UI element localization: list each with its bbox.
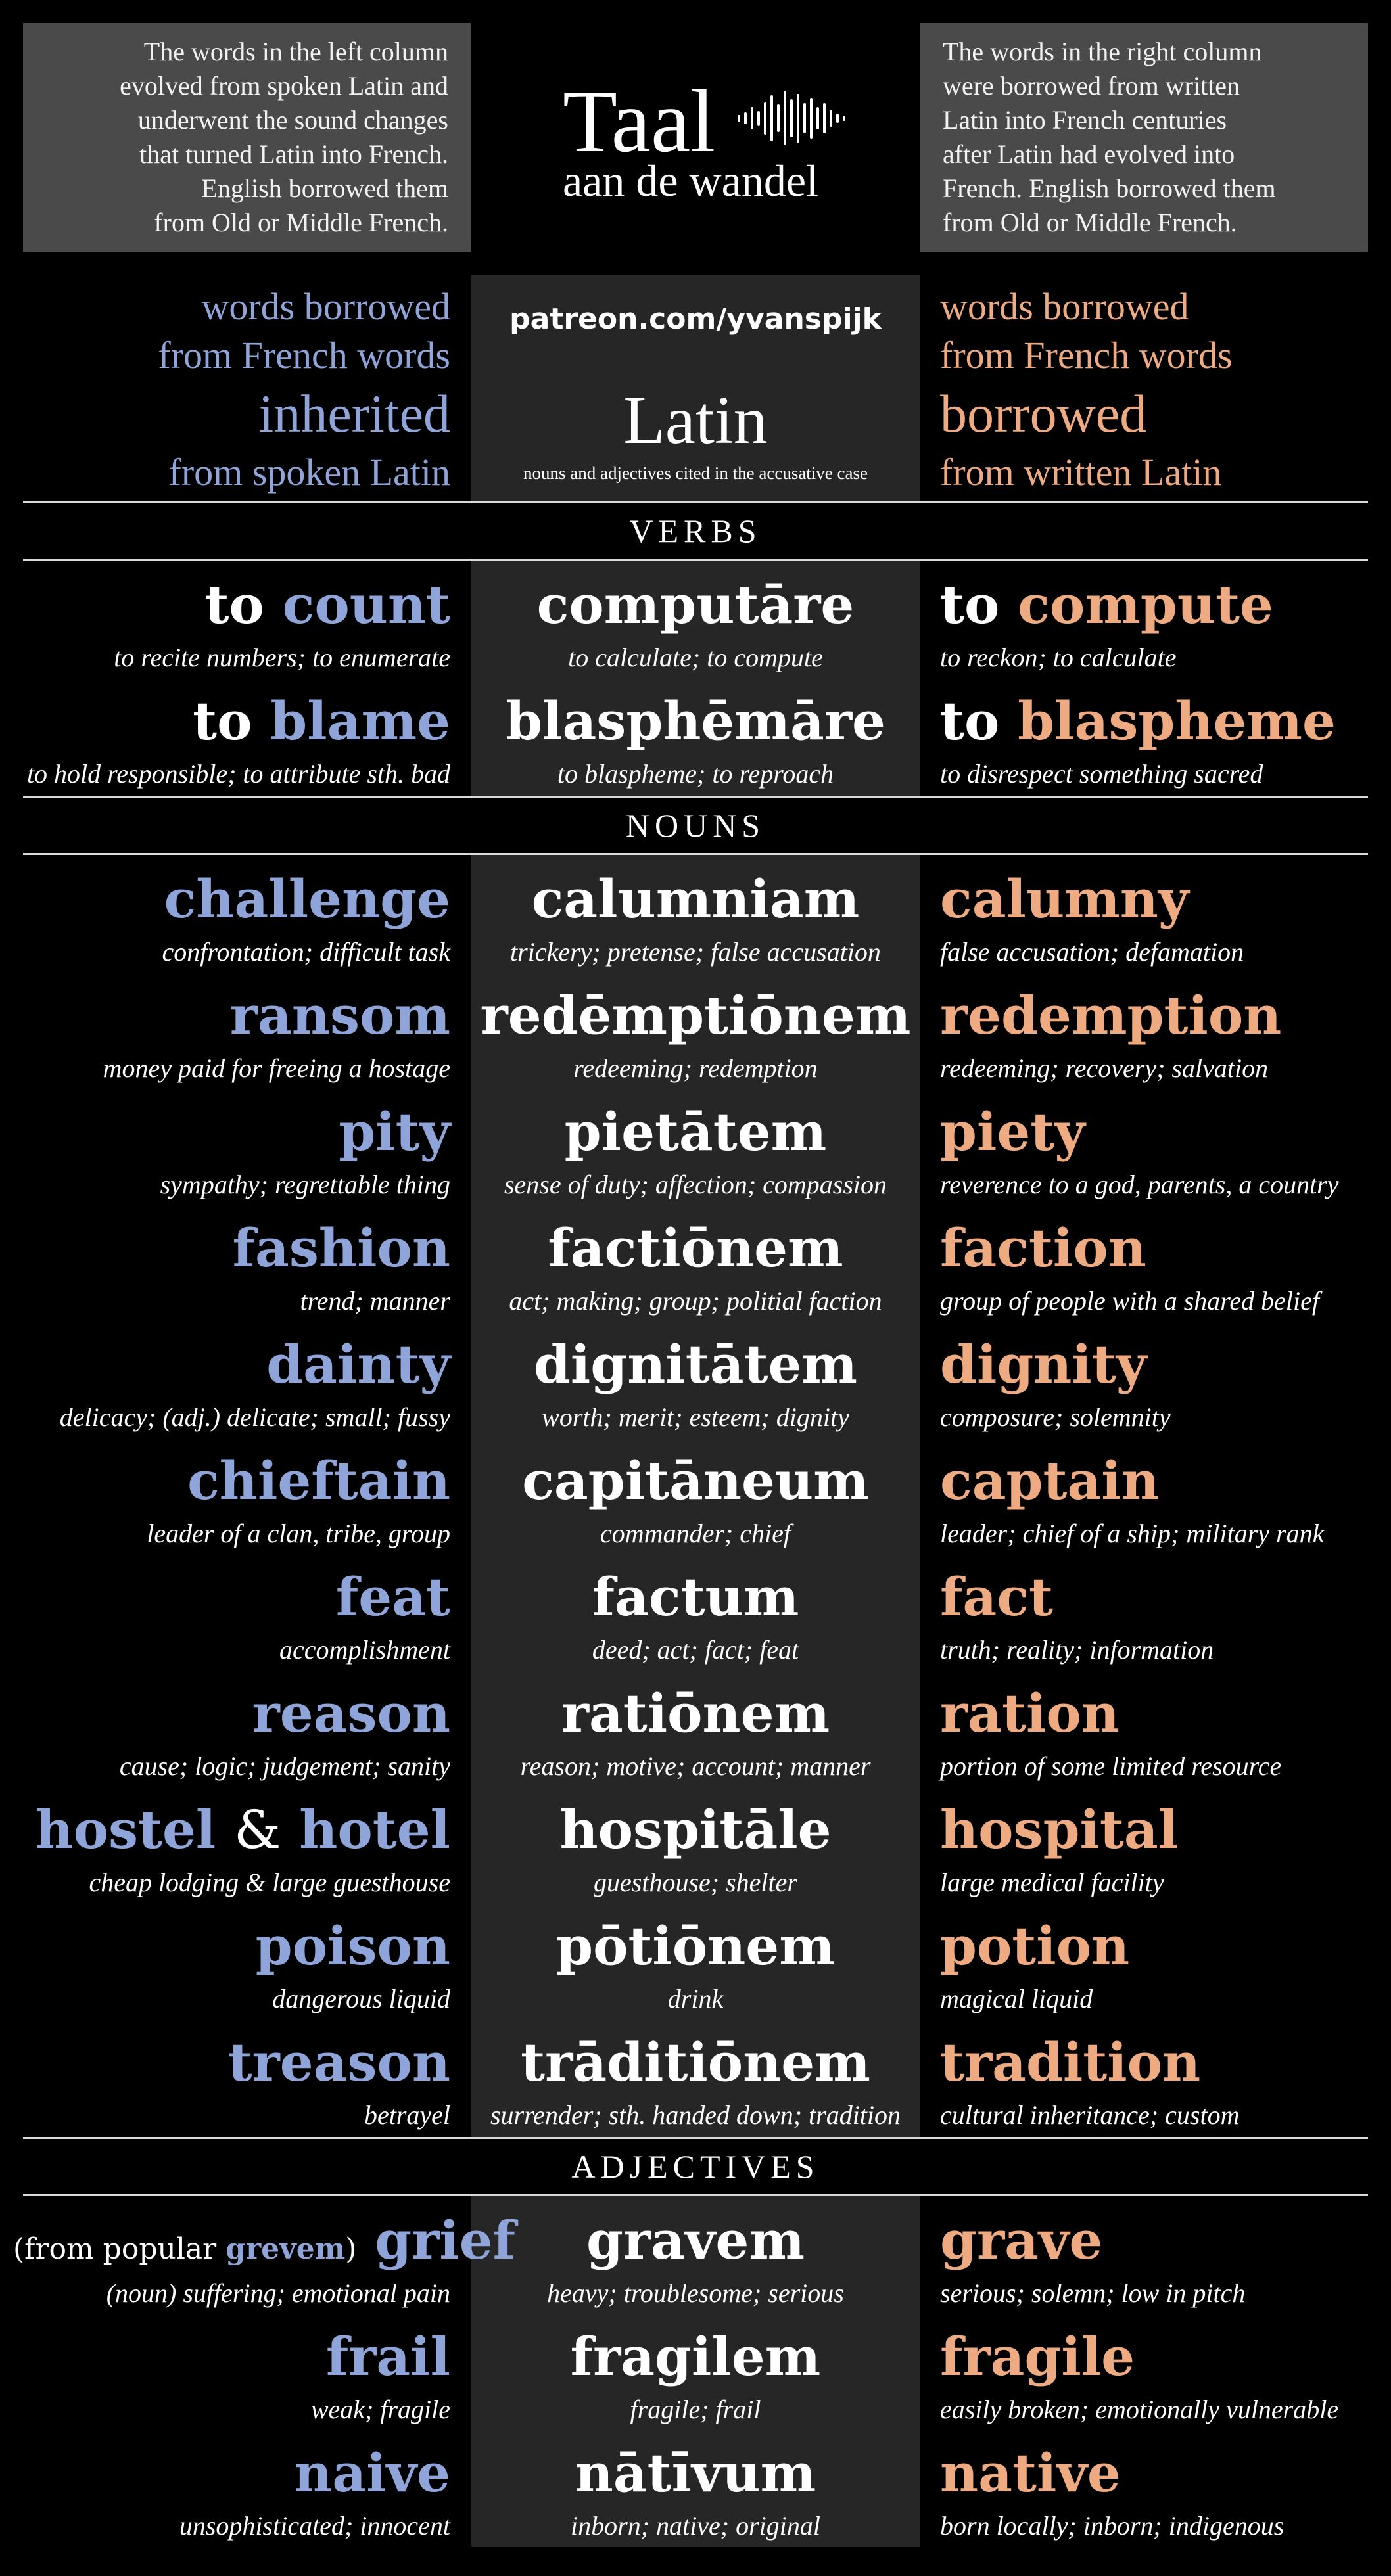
gloss: heavy; troublesome; serious bbox=[547, 2278, 844, 2308]
gloss: cause; logic; judgement; sanity bbox=[119, 1751, 450, 1781]
gloss: born locally; inborn; indigenous bbox=[940, 2511, 1285, 2541]
latin-note: nouns and adjectives cited in the accusative case bbox=[523, 463, 868, 483]
header-line: words borrowed bbox=[201, 285, 450, 328]
gloss: guesthouse; shelter bbox=[594, 1868, 797, 1897]
inherited-word: ransom bbox=[229, 984, 450, 1046]
table-row bbox=[0, 2026, 1391, 2142]
explanation-line: that turned Latin into French. bbox=[139, 139, 448, 169]
inherited-word bbox=[13, 1793, 450, 1866]
inherited-word: fashion bbox=[232, 1217, 450, 1279]
table-row bbox=[0, 1444, 1391, 1561]
header-keyword: inherited bbox=[258, 384, 450, 444]
gloss: act; making; group; politial faction bbox=[509, 1286, 882, 1316]
table-row bbox=[0, 1561, 1391, 1677]
explanation-line: The words in the left column bbox=[143, 37, 448, 66]
header-line: from French words bbox=[940, 334, 1233, 377]
section-nouns: NOUNS bbox=[23, 796, 1368, 855]
gloss: leader of a clan, tribe, group bbox=[147, 1519, 450, 1548]
borrowed-word: fragile bbox=[940, 2326, 1135, 2387]
borrowed-word: grave bbox=[940, 2209, 1103, 2271]
latin-word: nātīvum bbox=[575, 2442, 816, 2504]
inherited-word: chieftain bbox=[187, 1450, 450, 1511]
gloss: easily broken; emotionally vulnerable bbox=[940, 2395, 1339, 2424]
borrowed-word: dignity bbox=[940, 1333, 1147, 1395]
origin-word: grevem bbox=[225, 2232, 346, 2266]
soundwave-icon bbox=[736, 89, 848, 148]
gloss: dangerous liquid bbox=[272, 1984, 450, 2013]
left-column-header bbox=[23, 283, 450, 499]
header-line: from spoken Latin bbox=[168, 451, 450, 494]
explanation-line: from Old or Middle French. bbox=[154, 208, 448, 237]
gloss: serious; solemn; low in pitch bbox=[940, 2278, 1246, 2308]
table-row bbox=[0, 2204, 1391, 2320]
ampersand: & bbox=[234, 1799, 281, 1860]
word: hostel bbox=[35, 1799, 216, 1860]
explanation-line: from Old or Middle French. bbox=[943, 208, 1237, 237]
gloss: betrayel bbox=[364, 2100, 450, 2130]
gloss: to calculate; to compute bbox=[568, 643, 823, 672]
header-line: words borrowed bbox=[940, 285, 1189, 328]
latin-word: pietātem bbox=[564, 1101, 827, 1162]
gloss: inborn; native; original bbox=[571, 2511, 820, 2541]
latin-word: factiōnem bbox=[548, 1217, 843, 1279]
explanation-line: Latin into French centuries bbox=[943, 105, 1227, 135]
latin-word: dignitātem bbox=[533, 1333, 858, 1395]
gloss: composure; solemnity bbox=[940, 1402, 1171, 1432]
gloss: magical liquid bbox=[940, 1984, 1093, 2013]
latin-word: hospitāle bbox=[559, 1799, 832, 1860]
borrowed-word: captain bbox=[940, 1450, 1160, 1511]
latin-word: calumniam bbox=[531, 868, 860, 930]
gloss: to recite numbers; to enumerate bbox=[114, 643, 450, 672]
latin-word: factum bbox=[592, 1566, 799, 1628]
latin-word: computāre bbox=[536, 574, 855, 635]
inherited-word: dainty bbox=[266, 1333, 450, 1395]
word: hotel bbox=[299, 1799, 450, 1860]
gloss: unsophisticated; innocent bbox=[179, 2511, 450, 2541]
inherited-word: feat bbox=[335, 1566, 450, 1628]
gloss: group of people with a shared belief bbox=[940, 1286, 1319, 1316]
table-row bbox=[0, 568, 1391, 685]
explanation-line: underwent the sound changes bbox=[137, 105, 448, 135]
latin-title: Latin bbox=[623, 382, 768, 458]
inherited-word: poison bbox=[255, 1915, 450, 1977]
gloss: delicacy; (adj.) delicate; small; fussy bbox=[59, 1402, 450, 1432]
table-row bbox=[0, 863, 1391, 979]
latin-word: capitāneum bbox=[522, 1450, 869, 1511]
table-row bbox=[0, 979, 1391, 1095]
word: grief bbox=[375, 2209, 516, 2271]
section-verbs: VERBS bbox=[23, 501, 1368, 561]
word-prefix: to bbox=[940, 690, 1000, 752]
gloss: deed; act; fact; feat bbox=[592, 1635, 799, 1665]
gloss: accomplishment bbox=[279, 1635, 450, 1665]
header-keyword: borrowed bbox=[940, 384, 1147, 444]
origin-text: ) bbox=[345, 2232, 357, 2266]
inherited-word: frail bbox=[325, 2326, 450, 2387]
gloss: to hold responsible; to attribute sth. bad bbox=[26, 759, 450, 789]
word: count bbox=[282, 574, 450, 635]
latin-word: pōtiōnem bbox=[556, 1915, 835, 1977]
gloss: reverence to a god, parents, a country bbox=[940, 1170, 1339, 1199]
latin-word: redēmptiōnem bbox=[480, 984, 911, 1046]
borrowed-word: hospital bbox=[940, 1799, 1179, 1860]
borrowed-word: ration bbox=[940, 1682, 1120, 1744]
word: compute bbox=[1018, 574, 1273, 635]
header-line: from French words bbox=[158, 334, 450, 377]
latin-word: trāditiōnem bbox=[521, 2031, 870, 2093]
origin-text: (from popular bbox=[13, 2232, 217, 2266]
gloss: confrontation; difficult task bbox=[162, 937, 450, 967]
logo-title: Taal bbox=[563, 72, 716, 171]
right-column-explanation bbox=[920, 23, 1368, 252]
inherited-word: treason bbox=[227, 2031, 450, 2093]
borrowed-word: redemption bbox=[940, 984, 1282, 1046]
table-row bbox=[0, 1910, 1391, 2026]
table-row bbox=[0, 1793, 1391, 1910]
inherited-word: reason bbox=[252, 1682, 450, 1744]
word-prefix: to bbox=[940, 574, 1000, 635]
gloss: (noun) suffering; emotional pain bbox=[106, 2278, 450, 2308]
borrowed-word: piety bbox=[940, 1101, 1085, 1162]
latin-word: gravem bbox=[586, 2209, 805, 2271]
table-row bbox=[0, 1328, 1391, 1444]
borrowed-word: faction bbox=[940, 1217, 1146, 1279]
inherited-word bbox=[13, 685, 450, 757]
explanation-line: evolved from spoken Latin and bbox=[120, 71, 448, 101]
gloss: to reckon; to calculate bbox=[940, 643, 1177, 672]
latin-word: ratiōnem bbox=[561, 1682, 830, 1744]
gloss: redeeming; recovery; salvation bbox=[940, 1053, 1269, 1083]
gloss: large medical facility bbox=[940, 1868, 1164, 1897]
borrowed-word: potion bbox=[940, 1915, 1130, 1977]
word-prefix: to bbox=[193, 690, 252, 752]
gloss: redeeming; redemption bbox=[573, 1053, 818, 1083]
explanation-line: The words in the right column bbox=[943, 37, 1262, 66]
gloss: false accusation; defamation bbox=[940, 937, 1244, 967]
logo bbox=[471, 23, 920, 252]
latin-word: blasphēmāre bbox=[506, 690, 885, 752]
origin-note bbox=[13, 2232, 356, 2266]
inherited-word: challenge bbox=[164, 868, 450, 930]
borrowed-word: tradition bbox=[940, 2031, 1201, 2093]
gloss: weak; fragile bbox=[310, 2395, 450, 2424]
borrowed-word: fact bbox=[940, 1566, 1053, 1628]
header-line: from written Latin bbox=[940, 451, 1222, 494]
gloss: sympathy; regrettable thing bbox=[160, 1170, 450, 1199]
inherited-word bbox=[13, 2204, 516, 2286]
latin-word: fragilem bbox=[570, 2326, 821, 2387]
word: blaspheme bbox=[1018, 690, 1336, 752]
gloss: to disrespect something sacred bbox=[940, 759, 1263, 789]
gloss: surrender; sth. handed down; tradition bbox=[490, 2100, 901, 2130]
word-prefix: to bbox=[204, 574, 264, 635]
gloss: leader; chief of a ship; military rank bbox=[940, 1519, 1325, 1548]
gloss: truth; reality; information bbox=[940, 1635, 1214, 1665]
table-row bbox=[0, 1212, 1391, 1328]
gloss: worth; merit; esteem; dignity bbox=[542, 1402, 849, 1432]
table-row bbox=[0, 2437, 1391, 2553]
gloss: drink bbox=[667, 1984, 724, 2013]
gloss: to blaspheme; to reproach bbox=[557, 759, 834, 789]
inherited-word bbox=[13, 568, 450, 641]
left-column-explanation bbox=[23, 23, 471, 252]
gloss: cheap lodging & large guesthouse bbox=[89, 1868, 450, 1897]
explanation-line: after Latin had evolved into bbox=[943, 139, 1235, 169]
borrowed-word bbox=[940, 685, 1380, 757]
table-row bbox=[0, 685, 1391, 801]
gloss: commander; chief bbox=[600, 1519, 791, 1548]
patreon-link[interactable]: patreon.com/yvanspijk bbox=[509, 302, 882, 336]
gloss: money paid for freeing a hostage bbox=[103, 1053, 450, 1083]
table-row bbox=[0, 1095, 1391, 1212]
gloss: fragile; frail bbox=[630, 2395, 761, 2424]
inherited-word: pity bbox=[339, 1101, 450, 1162]
gloss: trend; manner bbox=[300, 1286, 450, 1316]
logo-subtitle: aan de wandel bbox=[563, 156, 818, 206]
gloss: reason; motive; account; manner bbox=[520, 1751, 871, 1781]
explanation-line: were borrowed from written bbox=[943, 71, 1240, 101]
gloss: trickery; pretense; false accusation bbox=[510, 937, 881, 967]
explanation-line: French. English borrowed them bbox=[943, 173, 1276, 203]
borrowed-word bbox=[940, 568, 1380, 641]
gloss: cultural inheritance; custom bbox=[940, 2100, 1240, 2130]
gloss: sense of duty; affection; compassion bbox=[504, 1170, 887, 1199]
borrowed-word: native bbox=[940, 2442, 1121, 2504]
word: blame bbox=[270, 690, 450, 752]
gloss: portion of some limited resource bbox=[940, 1751, 1282, 1781]
right-column-header bbox=[940, 283, 1374, 499]
explanation-line: English borrowed them bbox=[201, 173, 448, 203]
latin-column-header bbox=[471, 283, 920, 499]
table-row bbox=[0, 1677, 1391, 1793]
table-row bbox=[0, 2320, 1391, 2437]
inherited-word: naive bbox=[294, 2442, 450, 2504]
borrowed-word: calumny bbox=[940, 868, 1189, 930]
section-adjectives: ADJECTIVES bbox=[23, 2137, 1368, 2196]
